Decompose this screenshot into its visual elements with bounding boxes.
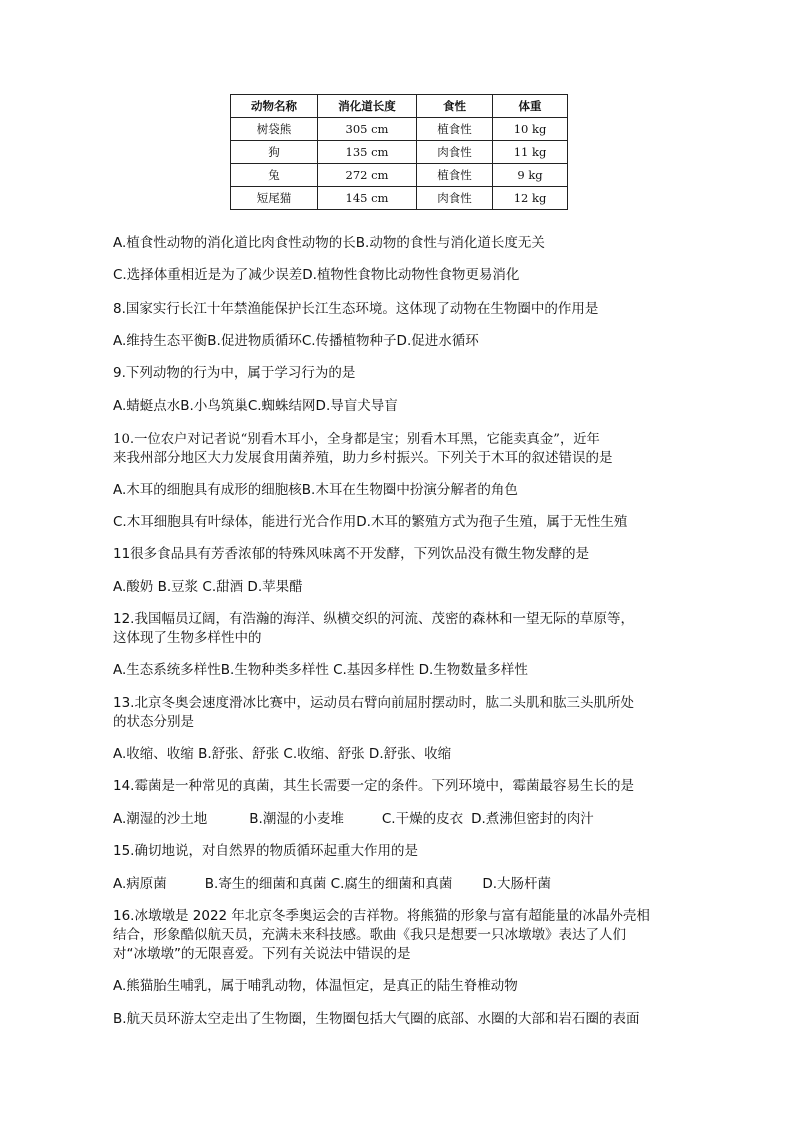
table-cell: 植食性 — [417, 164, 493, 187]
q14-options — [113, 810, 693, 829]
table-cell: 305 cm — [318, 118, 417, 141]
table-cell: 树袋熊 — [231, 118, 318, 141]
table-row — [231, 118, 568, 141]
q14-option-a: A.潮湿的沙土地 — [113, 811, 208, 827]
table-cell: 短尾猫 — [231, 187, 318, 210]
q15-options — [113, 875, 693, 894]
q16-option-b: B.航天员环游太空走出了生物圈，生物圈包括大气圈的底部、水圈的大部和岩石圈的表面 — [113, 1011, 640, 1027]
q15-option-d: D.大肠杆菌 — [482, 876, 552, 892]
table-row — [231, 187, 568, 210]
table-cell: 狗 — [231, 141, 318, 164]
animal-digestive-table — [230, 94, 568, 210]
q13-options: A.收缩、收缩 B.舒张、舒张 C.收缩、舒张 D.舒张、收缩 — [113, 746, 452, 762]
table-cell: 肉食性 — [417, 141, 493, 164]
q8-options: A.维持生态平衡B.促进物质循环C.传播植物种子D.促进水循环 — [113, 333, 479, 349]
table-row — [231, 164, 568, 187]
q15-option-bc: B.寄生的细菌和真菌 C.腐生的细菌和真菌 — [204, 876, 453, 892]
q12-stem-line2: 这体现了生物多样性中的 — [113, 630, 262, 646]
q13-stem-line2: 的状态分别是 — [113, 714, 194, 730]
q11-options: A.酸奶 B.豆浆 C.甜酒 D.苹果醋 — [113, 579, 303, 595]
table-cell: 135 cm — [318, 141, 417, 164]
q13-stem-line1: 13.北京冬奥会速度滑冰比赛中，运动员右臂向前屈肘摆动时，肱二头肌和肱三头肌所处 — [113, 695, 634, 711]
q16-stem-line1: 16.冰墩墩是 2022 年北京冬季奥运会的吉祥物。将熊猫的形象与富有超能量的冰晶外壳相 — [113, 908, 650, 924]
table-cell: 兔 — [231, 164, 318, 187]
q14-option-d: D.煮沸但密封的肉汁 — [471, 811, 594, 827]
table-cell: 272 cm — [318, 164, 417, 187]
table-header-cell: 消化道长度 — [318, 95, 417, 118]
table-header-row — [231, 95, 568, 118]
q14-option-c: C.干燥的皮衣 — [381, 811, 464, 827]
q12-options: A.生态系统多样性B.生物种类多样性 C.基因多样性 D.生物数量多样性 — [113, 662, 528, 678]
table-cell: 10 kg — [493, 118, 568, 141]
q8-stem: 8.国家实行长江十年禁渔能保护长江生态环境。这体现了动物在生物圈中的作用是 — [113, 301, 599, 317]
table-header-cell: 动物名称 — [231, 95, 318, 118]
table-row — [231, 141, 568, 164]
q10-options-ab: A.木耳的细胞具有成形的细胞核B.木耳在生物圈中扮演分解者的角色 — [113, 482, 518, 498]
q14-option-b: B.潮湿的小麦堆 — [249, 811, 344, 827]
table-cell: 12 kg — [493, 187, 568, 210]
table-cell: 肉食性 — [417, 187, 493, 210]
q9-stem: 9.下列动物的行为中，属于学习行为的是 — [113, 365, 356, 381]
q11-stem: 11很多食品具有芳香浓郁的特殊风味离不开发酵，下列饮品没有微生物发酵的是 — [113, 546, 590, 562]
q10-stem-line2: 来我州部分地区大力发展食用菌养殖，助力乡村振兴。下列关于木耳的叙述错误的是 — [113, 450, 613, 466]
table-cell: 145 cm — [318, 187, 417, 210]
q7-options-ab: A.植食性动物的消化道比肉食性动物的长B.动物的食性与消化道长度无关 — [113, 235, 545, 251]
table-cell: 9 kg — [493, 164, 568, 187]
q16-stem-line3: 对“冰墩墩”的无限喜爱。下列有关说法中错误的是 — [113, 946, 411, 962]
q15-option-a: A.病原菌 — [113, 876, 167, 892]
q16-stem-line2: 结合，形象酷似航天员，充满未来科技感。歌曲《我只是想要一只冰墩墩》表达了人们 — [113, 927, 626, 943]
q7-options-cd: C.选择体重相近是为了减少误差D.植物性食物比动物性食物更易消化 — [113, 267, 520, 283]
table-header-cell: 食性 — [417, 95, 493, 118]
q16-option-a: A.熊猫胎生哺乳，属于哺乳动物，体温恒定，是真正的陆生脊椎动物 — [113, 978, 518, 994]
table-cell: 植食性 — [417, 118, 493, 141]
q10-options-cd: C.木耳细胞具有叶绿体，能进行光合作用D.木耳的繁殖方式为孢子生殖，属于无性生殖 — [113, 514, 628, 530]
q15-stem: 15.确切地说，对自然界的物质循环起重大作用的是 — [113, 843, 418, 859]
q14-stem: 14.霉菌是一种常见的真菌，其生长需要一定的条件。下列环境中，霉菌最容易生长的是 — [113, 778, 634, 794]
table-cell: 11 kg — [493, 141, 568, 164]
table-header-cell: 体重 — [493, 95, 568, 118]
q10-stem-line1: 10.一位农户对记者说“别看木耳小，全身都是宝；别看木耳黑，它能卖真金”，近年 — [113, 432, 600, 447]
q12-stem-line1: 12.我国幅员辽阔，有浩瀚的海洋、纵横交织的河流、茂密的森林和一望无际的草原等， — [113, 611, 634, 627]
q9-options: A.蜻蜓点水B.小鸟筑巢C.蜘蛛结网D.导盲犬导盲 — [113, 398, 398, 414]
